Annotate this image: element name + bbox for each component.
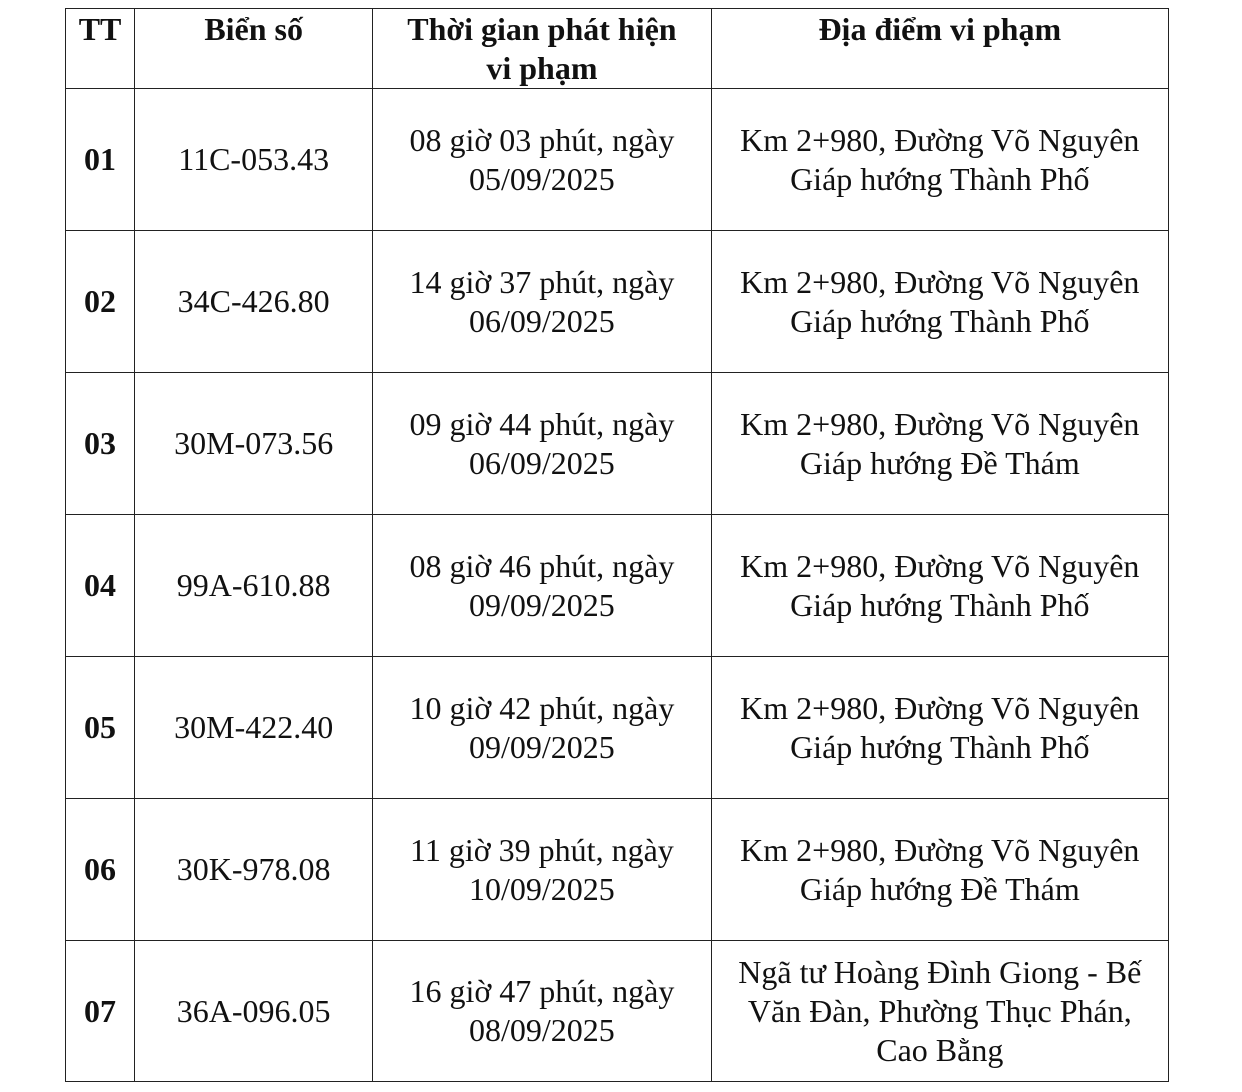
location-line: Giáp hướng Thành Phố: [790, 586, 1090, 623]
header-tt: TT: [66, 9, 135, 89]
violation-location: [711, 373, 1168, 515]
location-line: Giáp hướng Đề Thám: [799, 870, 1080, 907]
table-row: [66, 373, 1169, 515]
violation-location: [711, 799, 1168, 941]
location-line: Giáp hướng Thành Phố: [790, 302, 1090, 339]
plate-number: 36A-096.05: [135, 941, 373, 1082]
header-plate: Biển số: [135, 9, 373, 89]
table-row: [66, 515, 1169, 657]
table-body: [66, 89, 1169, 1082]
time-line: 10 giờ 42 phút, ngày: [409, 689, 675, 726]
plate-number: 30K-978.08: [135, 799, 373, 941]
date-line: 09/09/2025: [469, 586, 615, 623]
location-line: Km 2+980, Đường Võ Nguyên: [740, 831, 1140, 868]
header-time-line2: vi phạm: [486, 50, 598, 86]
location-line: Cao Bằng: [876, 1031, 1004, 1068]
time-line: 11 giờ 39 phút, ngày: [410, 831, 674, 868]
table-row: [66, 657, 1169, 799]
date-line: 06/09/2025: [469, 444, 615, 481]
row-number: 01: [66, 89, 135, 231]
row-number: 06: [66, 799, 135, 941]
plate-number: 11C-053.43: [135, 89, 373, 231]
date-line: 06/09/2025: [469, 302, 615, 339]
violation-location: [711, 89, 1168, 231]
date-line: 10/09/2025: [469, 870, 615, 907]
row-number: 07: [66, 941, 135, 1082]
location-line: Km 2+980, Đường Võ Nguyên: [740, 689, 1140, 726]
date-line: 05/09/2025: [469, 160, 615, 197]
header-time: [373, 9, 711, 89]
plate-number: 30M-422.40: [135, 657, 373, 799]
row-number: 02: [66, 231, 135, 373]
date-line: 08/09/2025: [469, 1012, 615, 1048]
plate-number: 34C-426.80: [135, 231, 373, 373]
row-number: 04: [66, 515, 135, 657]
plate-number: 30M-073.56: [135, 373, 373, 515]
violation-time: [373, 941, 711, 1082]
table-row: [66, 89, 1169, 231]
location-line: Km 2+980, Đường Võ Nguyên: [740, 405, 1140, 442]
location-line: Ngã tư Hoàng Đình Giong - Bế: [738, 953, 1142, 990]
violation-location: [711, 515, 1168, 657]
header-row: [66, 9, 1169, 89]
time-line: 16 giờ 47 phút, ngày: [409, 973, 675, 1009]
violation-time: [373, 373, 711, 515]
violation-time: [373, 89, 711, 231]
location-line: Giáp hướng Đề Thám: [799, 444, 1080, 481]
row-number: 05: [66, 657, 135, 799]
row-number: 03: [66, 373, 135, 515]
date-line: 09/09/2025: [469, 728, 615, 765]
violation-location: [711, 657, 1168, 799]
violation-time: [373, 231, 711, 373]
location-line: Giáp hướng Thành Phố: [790, 160, 1090, 197]
time-line: 08 giờ 03 phút, ngày: [409, 121, 675, 158]
violation-location: [711, 941, 1168, 1082]
location-line: Giáp hướng Thành Phố: [790, 728, 1090, 765]
header-location: Địa điểm vi phạm: [711, 9, 1168, 89]
table-row: [66, 941, 1169, 1082]
time-line: 08 giờ 46 phút, ngày: [409, 547, 675, 584]
location-line: Km 2+980, Đường Võ Nguyên: [740, 263, 1140, 300]
header-time-line1: Thời gian phát hiện: [407, 11, 677, 47]
table-row: [66, 231, 1169, 373]
violation-time: [373, 515, 711, 657]
table-row: [66, 799, 1169, 941]
time-line: 09 giờ 44 phút, ngày: [409, 405, 675, 442]
location-line: Km 2+980, Đường Võ Nguyên: [740, 547, 1140, 584]
location-line: Văn Đàn, Phường Thục Phán,: [747, 992, 1132, 1029]
table-header: [66, 9, 1169, 89]
time-line: 14 giờ 37 phút, ngày: [409, 263, 675, 300]
violation-location: [711, 231, 1168, 373]
violation-time: [373, 799, 711, 941]
location-line: Km 2+980, Đường Võ Nguyên: [740, 121, 1140, 158]
violations-table: [65, 8, 1169, 1082]
plate-number: 99A-610.88: [135, 515, 373, 657]
violation-time: [373, 657, 711, 799]
